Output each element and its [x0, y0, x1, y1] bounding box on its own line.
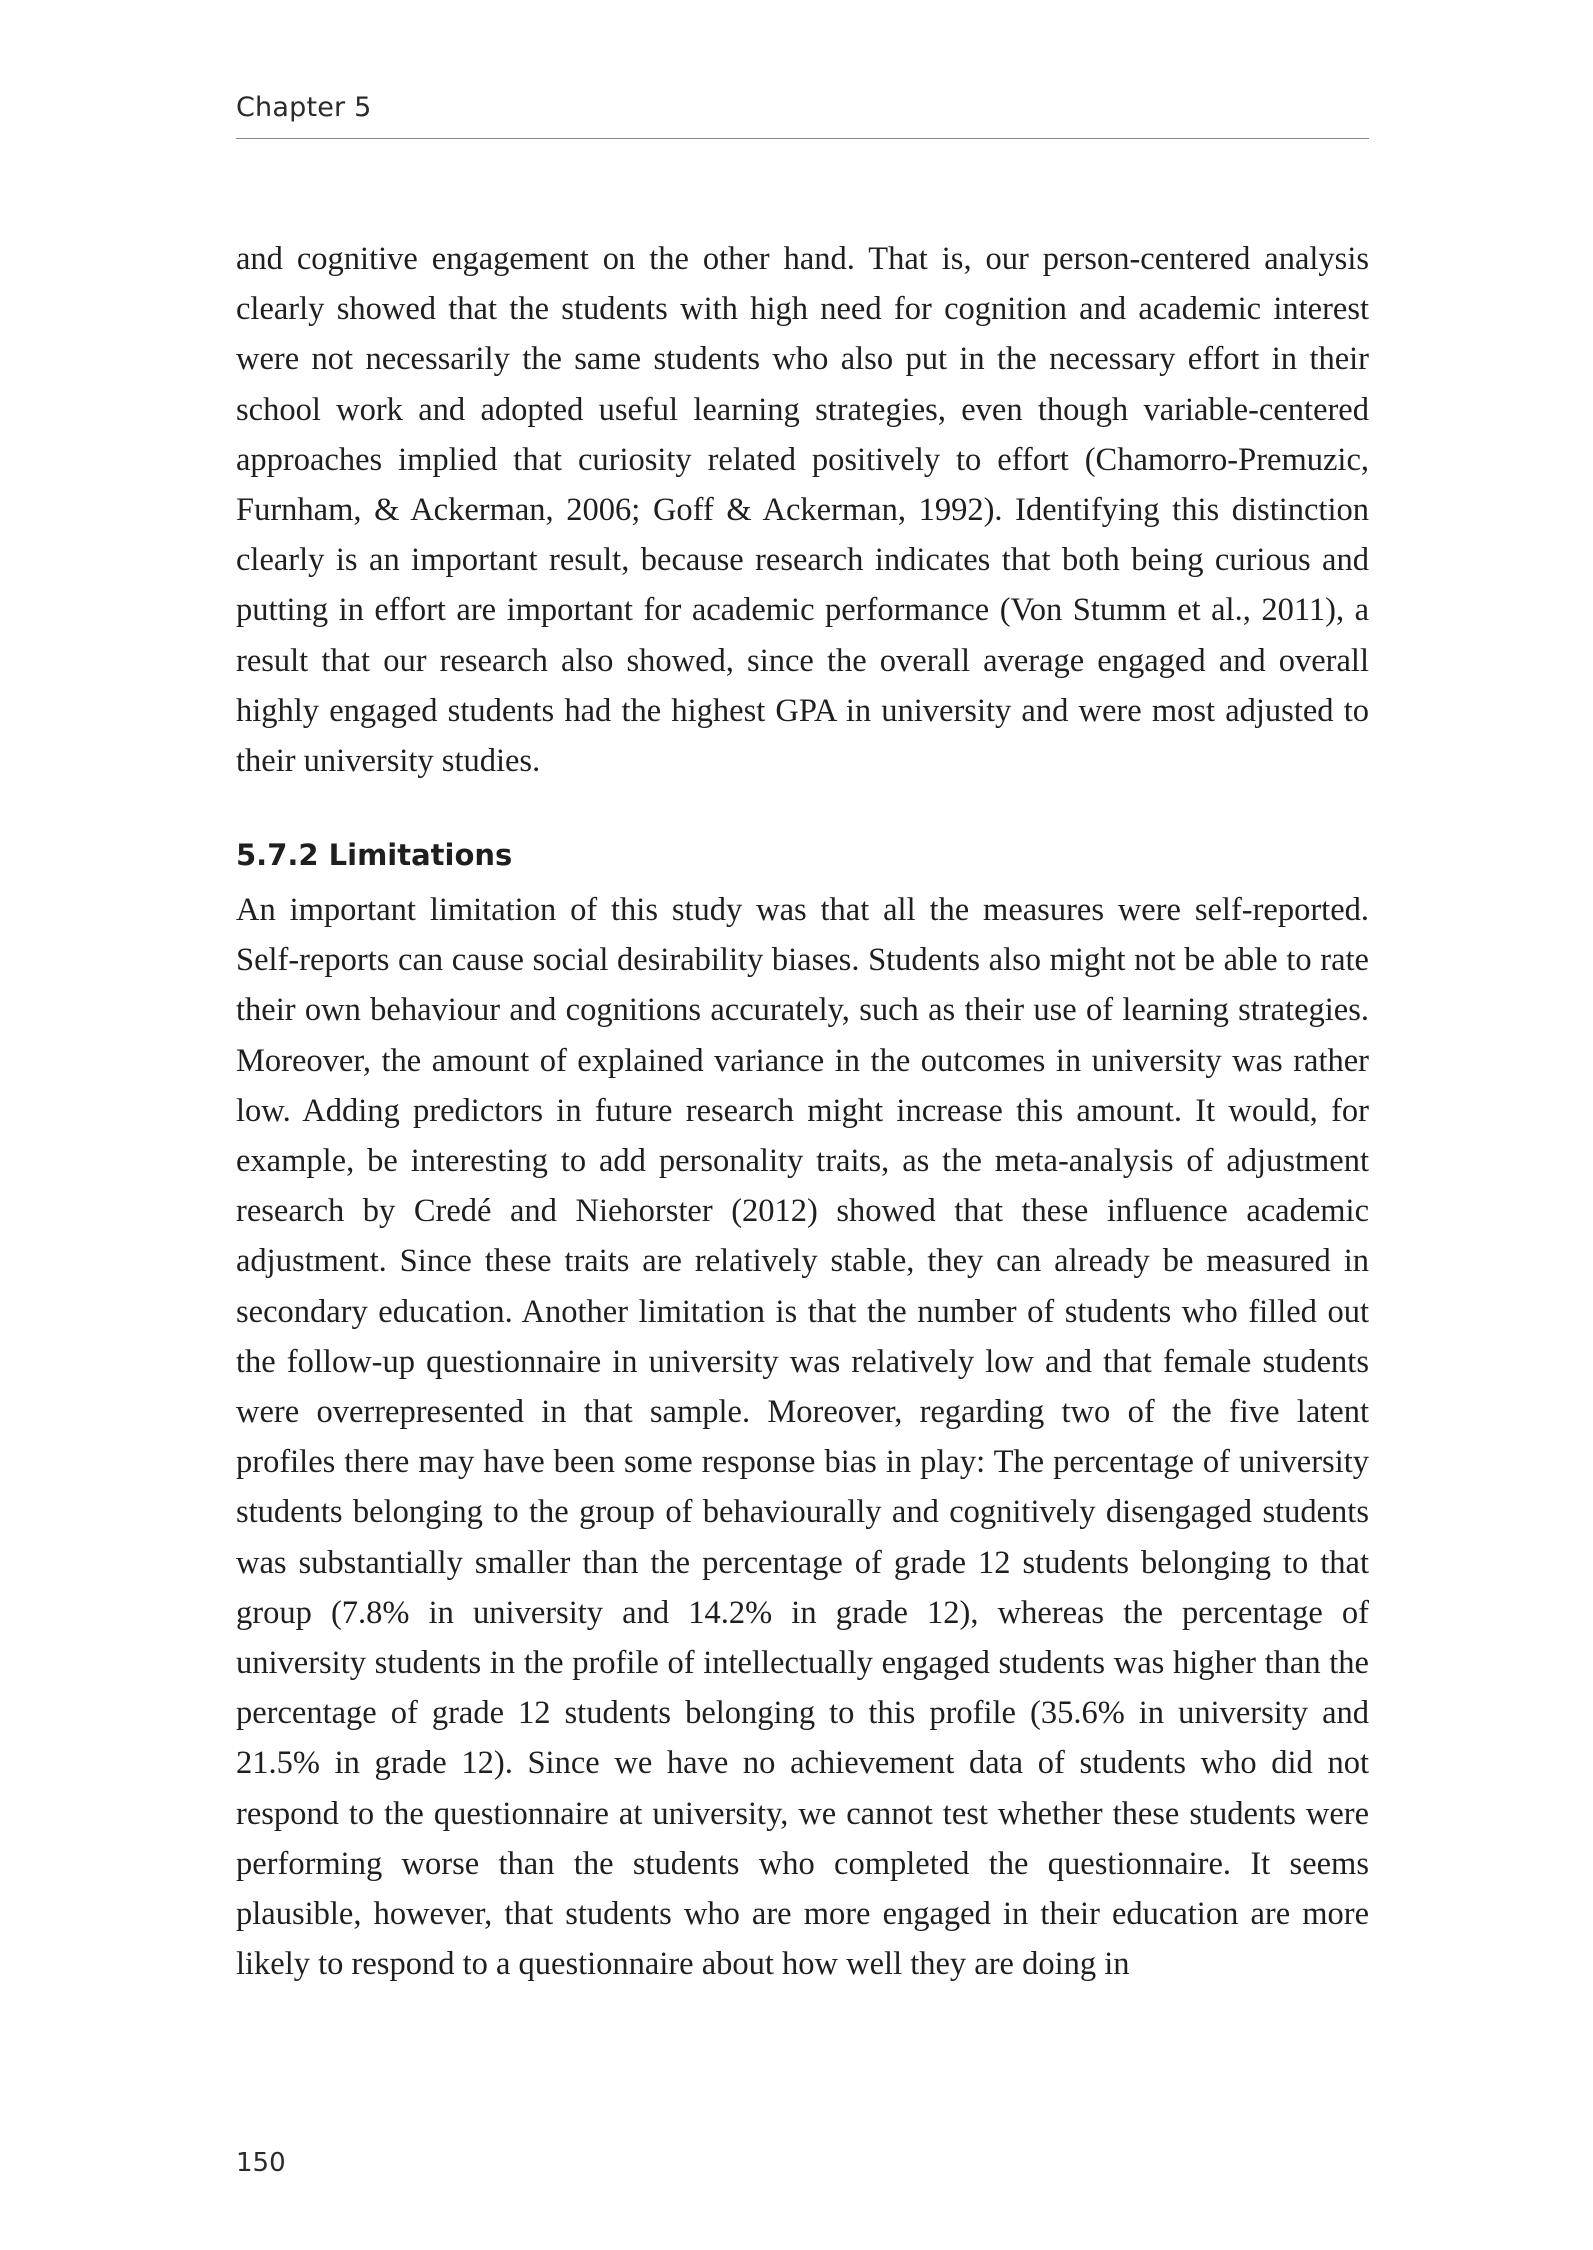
page-number: 150	[236, 2148, 286, 2178]
section-heading: 5.7.2 Limitations	[236, 838, 513, 872]
body-paragraph-2: An important limitation of this study was that all the measures were self-reported. Self-reports can cause social desirability biases. Students also might not be able to rate their own behaviour and cognitions accurately, such as their use of learning strategies. Moreover, the amount of explained variance in the outcomes in university was rather low. Adding predictors in future research might increase this amount. It would, for example, be interesting to add personality traits, as the meta-analysis of adjustment research by Credé and Niehorster (2012) showed that these influence academic adjustment. Since these traits are relatively stable, they can already be measured in secondary education. Another limitation is that the number of students who filled out the follow-up questionnaire in university was relatively low and that female students were overrepresented in that sample. Moreover, regarding two of the five latent profiles there may have been some response bias in play: The percentage of university students belonging to the group of behaviourally and cognitively disengaged students was substantially smaller than the percentage of grade 12 students belonging to that group (7.8% in university and 14.2% in grade 12), whereas the percentage of university students in the profile of intellectually engaged students was higher than the percentage of grade 12 students belonging to this profile (35.6% in university and 21.5% in grade 12). Since we have no achievement data of students who did not respond to the questionnaire at university, we cannot test whether these students were performing worse than the students who completed the questionnaire. It seems plausible, however, that students who are more engaged in their education are more likely to respond to a questionnaire about how well they are doing in	[236, 892, 1369, 1983]
header-rule	[236, 138, 1369, 139]
running-head: Chapter 5	[236, 92, 372, 123]
body-paragraph-1: and cognitive engagement on the other hand. That is, our person-centered analysis clearly showed that the students with high need for cognition and academic interest were not necessarily the same students who also put in the necessary effort in their school work and adopted useful learning strategies, even though variable-centered approaches implied that curiosity related positively to effort (Chamorro-Premuzic, Furnham, & Ackerman, 2006; Goff & Ackerman, 1992). Identifying this distinction clearly is an important result, because research indicates that both being curious and putting in effort are important for academic performance (Von Stumm et al., 2011), a result that our research also showed, since the overall average engaged and overall highly engaged students had the highest GPA in university and were most adjusted to their university studies.	[236, 241, 1369, 780]
